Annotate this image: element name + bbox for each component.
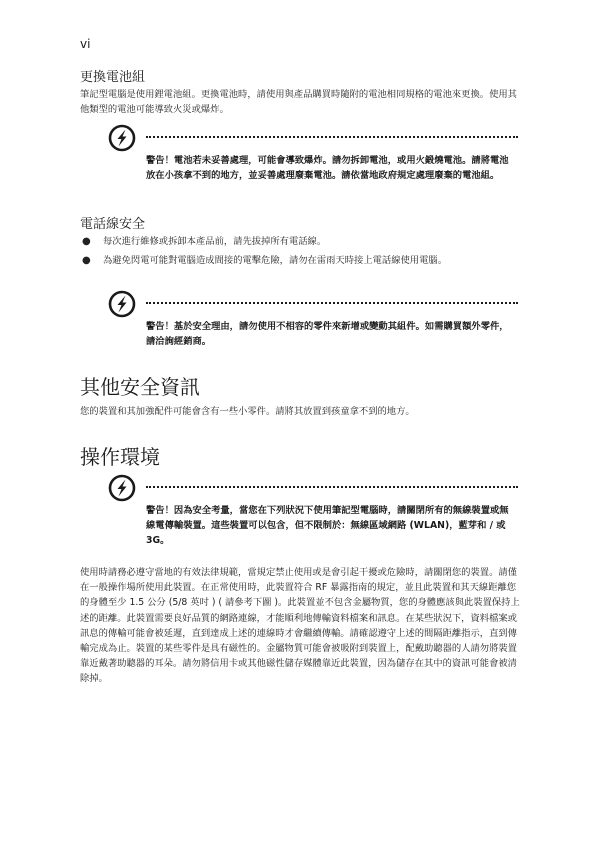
environment-warning-text: 警告！因為安全考量，當您在下列狀況下使用筆記型電腦時，請關閉所有的無線裝置或無線電傳輸裝置。這些裝置可以包含，但不限制於：無線區域網路 (WLAN)，藍芽和 / 或 3G。 bbox=[146, 505, 509, 547]
phone-warning bbox=[108, 290, 520, 352]
bullet-icon: ● bbox=[82, 255, 91, 267]
lightning-warning-icon bbox=[108, 290, 136, 318]
warning-dotted-rule bbox=[146, 302, 518, 304]
bullet-text: 為避免閃電可能對電腦造成間接的電擊危險，請勿在雷雨天時接上電話線使用電腦。 bbox=[103, 255, 447, 267]
list-item bbox=[80, 253, 520, 268]
battery-warning bbox=[108, 124, 520, 196]
phone-heading: 電話線安全 bbox=[80, 217, 146, 232]
lightning-warning-icon bbox=[108, 474, 136, 502]
warning-dotted-rule bbox=[146, 136, 518, 138]
warning-dotted-rule bbox=[146, 486, 518, 488]
lightning-warning-icon bbox=[108, 124, 136, 152]
battery-heading: 更換電池組 bbox=[80, 70, 146, 85]
page-number: vi bbox=[80, 37, 91, 51]
battery-body: 筆記型電腦是使用鋰電池組。更換電池時，請使用與產品購買時隨附的電池相同規格的電池來更換。使用其他類型的電池可能導致火災或爆炸。 bbox=[80, 89, 517, 116]
phone-bullet-list bbox=[80, 234, 520, 272]
bullet-icon: ● bbox=[82, 236, 91, 247]
battery-warning-text: 警告！電池若未妥善處理，可能會導致爆炸。請勿拆卸電池，或用火鍛燒電池。請將電池放在小孩拿不到的地方，並妥善處理廢棄電池。請依當地政府規定處理廢棄的電池組。 bbox=[146, 155, 509, 182]
environment-body: 使用時請務必遵守當地的有效法律規範，當規定禁止使用或是會引起干擾或危險時，請關閉您的裝置。請僅在一般操作場所使用此裝置。在正常使用時，此裝置符合 RF 暴露指南的規定，並且此裝置和其天線距離您的身體至少 1.5 公分 (5/8 英吋 ) ( 請參考下圖 )。此裝置並不包含金屬物質，您的身體應該與此裝置保持上述的距離。此裝置需要良好品質的網路連線，才能順利地傳輸資料檔案和訊息。在某些狀況下，資料檔案或訊息的傳輸可能會被延遲，直到達成上述的連線時才會繼續傳輸。請確認遵守上述的間隔距離指示，直到傳輸完成為止。裝置的某些零件是具有磁性的。金屬物質可能會被吸附到裝置上，配戴助聽器的人請勿將裝置靠近戴著助聽器的耳朵。請勿將信用卡或其他磁性儲存媒體靠近此裝置，因為儲存在其中的資訊可能會被清除掉。 bbox=[80, 567, 520, 685]
list-item bbox=[80, 234, 520, 249]
other-body: 您的裝置和其加強配件可能會含有一些小零件。請將其放置到孩童拿不到的地方。 bbox=[80, 406, 415, 417]
phone-warning-text: 警告！基於安全理由，請勿使用不相容的零件來新增或變動其組件。如需購買額外零件，請洽詢經銷商。 bbox=[146, 321, 509, 348]
bullet-text: 每次進行維修或拆卸本產品前，請先拔掉所有電話線。 bbox=[103, 236, 327, 247]
environment-heading: 操作環境 bbox=[80, 445, 160, 469]
environment-warning bbox=[108, 474, 520, 546]
other-heading: 其他安全資訊 bbox=[80, 375, 200, 399]
